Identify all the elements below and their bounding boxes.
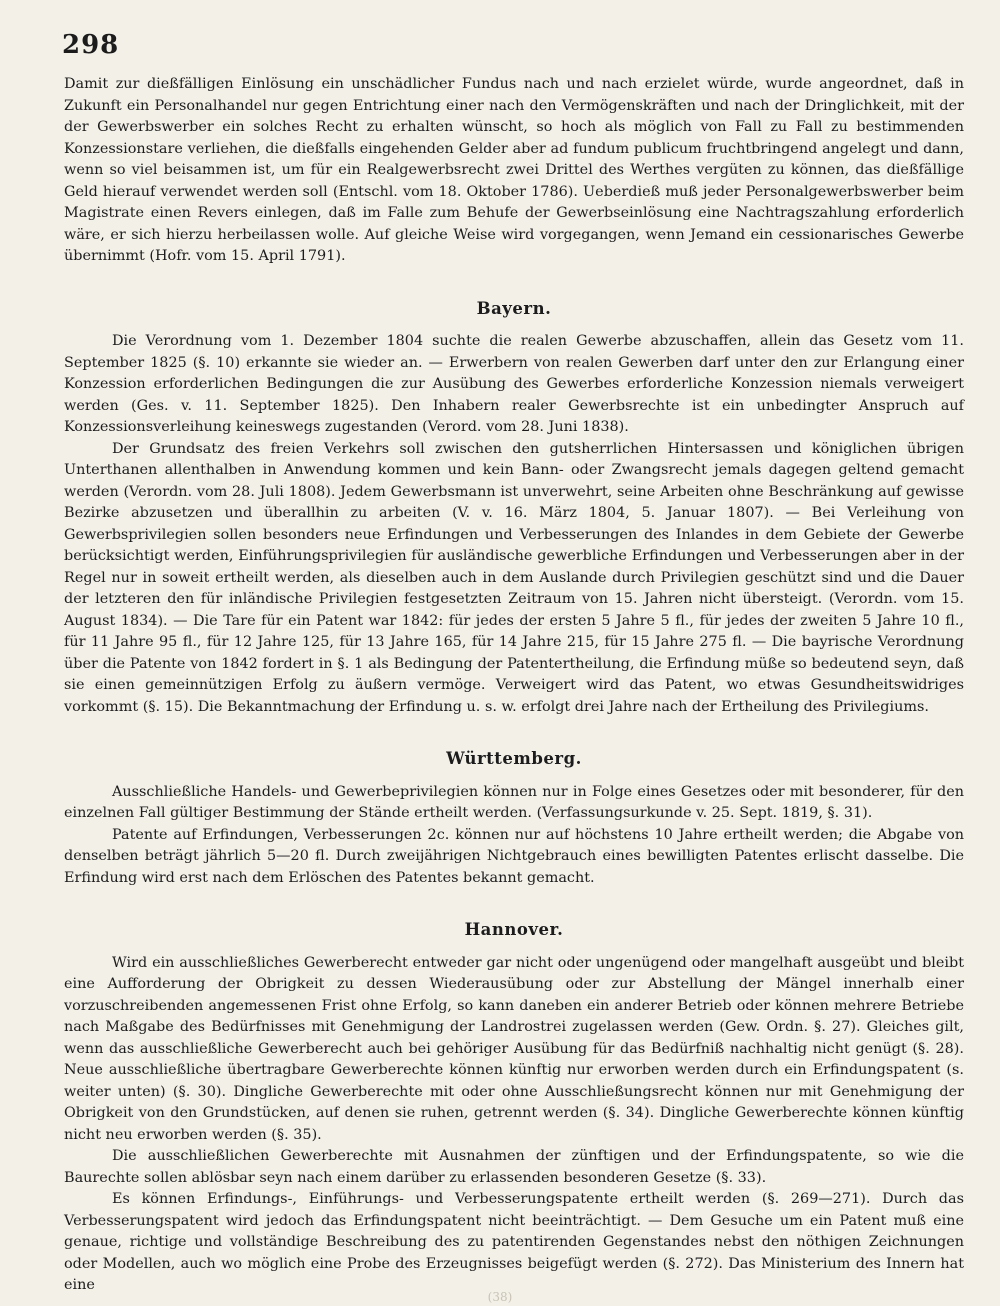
bayern-paragraph-2: Der Grundsatz des freien Verkehrs soll zwischen den gutsherrlichen Hintersassen und königlichen übrigen Unterthanen allenthalben in Anwendung kommen und kein Bann- oder Zwangsrecht jemals dagegen geltend gemacht werden (Verordn. vom 28. Juli 1808). Jedem Gewerbsmann ist unverwehrt, seine Arbeiten ohne Beschränkung auf gewisse Bezirke abzusetzen und überallhin zu arbeiten (V. v. 16. März 1804, 5. Januar 1807). — Bei Verleihung von Gewerbsprivilegien sollen besonders neue Erfindungen und Verbesserungen des Inlandes in dem Gebiete der Gewerbe berücksichtigt werden, Einführungsprivilegien für ausländische gewerbliche Erfindungen und Verbesserungen aber in der Regel nur in soweit ertheilt werden, als dieselben auch in dem Auslande durch Privilegien geschützt sind und die Dauer der letzteren den für inländische Privilegien festgesetzten Zeitraum von 15. Jahren nicht übersteigt. (Verordn. vom 15. August 1834). — Die Tare für ein Patent war 1842: für jedes der ersten 5 Jahre 5 fl., für jedes der zweiten 5 Jahre 10 fl., für 11 Jahre 95 fl., für 12 Jahre 125, für 13 Jahre 165, für 14 Jahre 215, für 15 Jahre 275 fl. — Die bayrische Verordnung über die Patente von 1842 fordert in §. 1 als Bedingung der Patentertheilung, die Erfindung müße so bedeutend seyn, daß sie einen gemeinnützigen Erfolg zu äußern vermöge. Verweigert wird das Patent, wo etwas Gesundheitswidriges vorkommt (§. 15). Die Bekanntmachung der Erfindung u. s. w. erfolgt drei Jahre nach der Ertheilung des Privilegiums. (64, 440, 964, 715)
page-body (64, 74, 964, 1297)
section-heading-bayern: Bayern. (476, 298, 552, 318)
bayern-paragraph-1: Die Verordnung vom 1. Dezember 1804 suchte die realen Gewerbe abzuschaffen, allein das Gesetz vom 11. September 1825 (§. 10) erkannte sie wieder an. — Erwerbern von realen Gewerben darf unter den zur Erlangung einer Konzession erforderlichen Bedingungen die zur Ausübung des Gewerbes erforderliche Konzession niemals verweigert werden (Ges. v. 11. September 1825). Den Inhabern realer Gewerbsrechte ist ein unbedingter Anspruch auf Konzessionsverleihung keineswegs zugestanden (Verord. vom 28. Juni 1838). (64, 333, 964, 435)
hannover-paragraph-2: Die ausschließlichen Gewerberechte mit Ausnahmen der zünftigen und der Erfindungspatente, so wie die Baurechte sollen ablösbar seyn nach einem darüber zu erlassenden besonderen Gesetze (§. 33). (64, 1148, 964, 1186)
section-heading-hannover: Hannover. (464, 920, 564, 939)
bleed-through-page-mark: (38) (487, 1290, 513, 1304)
page-number: 298 (62, 30, 120, 60)
intro-paragraph: Damit zur dießfälligen Einlösung ein unschädlicher Fundus nach und nach erzielet würde, wurde angeordnet, daß in Zukunft ein Personalhandel nur gegen Entrichtung einer nach den Vermögenskräften und nach der Dringlichkeit, mit der der Gewerbswerber ein solches Recht zu erhalten wünscht, so hoch als möglich von Fall zu Fall zu bestimmenden Konzessionstare verliehen, die dießfalls eingehenden Gelder aber ad fundum publicum fruchtbringend angelegt und dann, wenn so viel beisammen ist, um für ein Realgewerbsrecht zwei Drittel des Werthes vergüten zu können, das dießfällige Geld hierauf verwendet werden soll (Entschl. vom 18. Oktober 1786). Ueberdieß muß jeder Personalgewerbswerber beim Magistrate einen Revers einlegen, daß im Falle zum Behufe der Gewerbseinlösung eine Nachtragszahlung erforderlich wäre, er sich hierzu herbeilassen wolle. Auf gleiche Weise wird vorgegangen, wenn Jemand ein cessionarisches Gewerbe übernimmt (Hofr. vom 15. April 1791). (64, 76, 964, 264)
wuerttemberg-paragraph-1: Ausschließliche Handels- und Gewerbeprivilegien können nur in Folge eines Gesetzes oder mit besonderer, für den einzelnen Fall gültiger Bestimmung der Stände ertheilt werden. (Verfassungsurkunde v. 25. Sept. 1819, §. 31). (64, 783, 964, 821)
hannover-paragraph-3: Es können Erfindungs-, Einführungs- und Verbesserungspatente ertheilt werden (§. 269—271). Durch das Verbesserungspatent wird jedoch das Erfindungspatent nicht beeinträchtigt. — Dem Gesuche um ein Patent muß eine genaue, richtige und vollständige Beschreibung des zu patentirenden Gegenstandes nebst den nöthigen Zeichnungen oder Modellen, auch wo möglich eine Probe des Erzeugnisses beigefügt werden (§. 272). Das Ministerium des Innern hat eine (64, 1191, 964, 1293)
hannover-paragraph-1: Wird ein ausschließliches Gewerberecht entweder gar nicht oder ungenügend oder mangelhaft ausgeübt und bleibt eine Aufforderung der Obrigkeit zu dessen Wiederausübung oder zur Abstellung der Mängel innerhalb einer vorzuschreibenden angemessenen Frist ohne Erfolg, so kann daneben ein anderer Betrieb oder können mehrere Betriebe nach Maßgabe des Bedürfnisses mit Genehmigung der Landrostrei zugelassen werden (Gew. Ordn. §. 27). Gleiches gilt, wenn das ausschließliche Gewerberecht auch bei gehöriger Ausübung für das Bedürfniß nachhaltig nicht genügt (§. 28). Neue ausschließliche übertragbare Gewerberechte können künftig nur erworben werden durch ein Erfindungspatent (s. weiter unten) (§. 30). Dingliche Gewerberechte mit oder ohne Ausschließungsrecht können nur mit Genehmigung der Obrigkeit von den Grundstücken, auf denen sie ruhen, getrennt werden (§. 34). Dingliche Gewerberechte können künftig nicht neu erworben werden (§. 35). (64, 954, 964, 1143)
wuerttemberg-paragraph-2: Patente auf Erfindungen, Verbesserungen 2c. können nur auf höchstens 10 Jahre ertheilt werden; die Abgabe von denselben beträgt jährlich 5—20 fl. Durch zweijährigen Nichtgebrauch eines bewilligten Patentes erlischt dasselbe. Die Erfindung wird erst nach dem Erlöschen des Patentes bekannt gemacht. (64, 826, 964, 886)
section-heading-wuerttemberg: Württemberg. (446, 749, 582, 768)
